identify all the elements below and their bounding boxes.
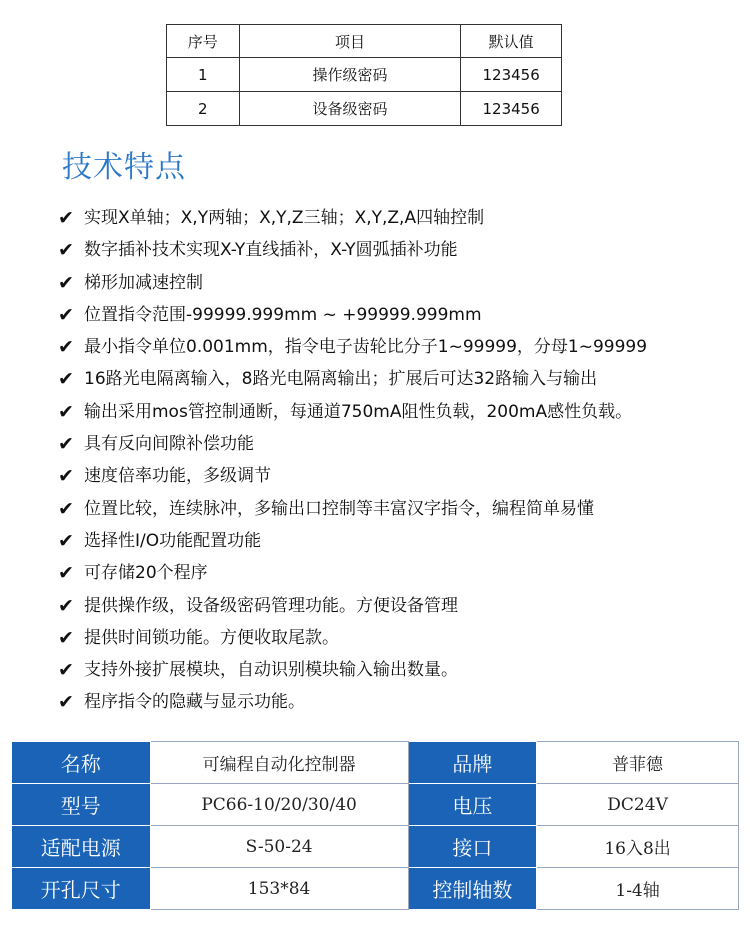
feature-item: [58, 654, 647, 686]
spec-table: [11, 741, 739, 910]
spec-row: [12, 742, 739, 784]
feature-item: [58, 428, 647, 460]
spec-value: DC24V: [537, 784, 739, 826]
feature-item: [58, 493, 647, 525]
check-icon: ✔: [58, 691, 74, 714]
check-icon: ✔: [58, 303, 74, 326]
feature-text: 16路光电隔离输入，8路光电隔离输出；扩展后可达32路输入与输出: [84, 369, 598, 390]
check-icon: ✔: [58, 368, 74, 391]
spec-value: PC66-10/20/30/40: [150, 784, 408, 826]
feature-text: 具有反向间隙补偿功能: [84, 434, 254, 455]
password-table-header: [167, 25, 562, 58]
feature-text: 提供时间锁功能。方便收取尾款。: [84, 627, 339, 648]
spec-value: 可编程自动化控制器: [150, 742, 408, 784]
table-row: [167, 58, 562, 92]
spec-row: [12, 826, 739, 868]
check-icon: ✔: [58, 400, 74, 423]
cell-index: 2: [167, 92, 240, 126]
features-title: 技术特点: [62, 150, 186, 185]
feature-text: 最小指令单位0.001mm，指令电子齿轮比分子1~99999，分母1~99999: [84, 337, 648, 358]
spec-label: 控制轴数: [408, 868, 537, 910]
spec-label: 品牌: [408, 742, 537, 784]
header-index: 序号: [167, 25, 240, 58]
spec-value: 16入8出: [537, 826, 739, 868]
feature-item: [58, 299, 647, 331]
feature-text: 选择性I/O功能配置功能: [84, 530, 262, 551]
spec-value: 1-4轴: [537, 868, 739, 910]
feature-text: 实现X单轴；X,Y两轴；X,Y,Z三轴；X,Y,Z,A四轴控制: [84, 208, 485, 228]
spec-value: S-50-24: [150, 826, 408, 868]
spec-label: 电压: [408, 784, 537, 826]
cell-item: 设备级密码: [239, 92, 461, 126]
feature-item: [58, 396, 647, 428]
header-item: 项目: [239, 25, 461, 58]
feature-item: [58, 363, 647, 395]
feature-text: 位置指令范围-99999.999mm ~ +99999.999mm: [84, 304, 482, 325]
spec-value: 普菲德: [537, 742, 739, 784]
check-icon: ✔: [58, 433, 74, 456]
feature-text: 输出采用mos管控制通断，每通道750mA阻性负载，200mA感性负载。: [84, 401, 633, 422]
feature-text: 支持外接扩展模块，自动识别模块输入输出数量。: [84, 660, 458, 681]
check-icon: ✔: [58, 465, 74, 488]
password-table: [166, 24, 562, 126]
header-default: 默认值: [461, 25, 562, 58]
table-row: [167, 92, 562, 126]
check-icon: ✔: [58, 594, 74, 617]
feature-text: 程序指令的隐藏与显示功能。: [84, 692, 305, 713]
cell-item: 操作级密码: [239, 58, 461, 92]
check-icon: ✔: [58, 562, 74, 585]
feature-item: [58, 331, 647, 363]
feature-item: [58, 202, 647, 234]
feature-text: 数字插补技术实现X-Y直线插补，X-Y圆弧插补功能: [84, 240, 458, 261]
feature-text: 梯形加减速控制: [84, 272, 203, 293]
feature-item: [58, 267, 647, 299]
check-icon: ✔: [58, 336, 74, 359]
feature-item: [58, 525, 647, 557]
feature-text: 位置比较，连续脉冲，多输出口控制等丰富汉字指令，编程简单易懂: [84, 498, 594, 519]
check-icon: ✔: [58, 271, 74, 294]
feature-item: [58, 590, 647, 622]
check-icon: ✔: [58, 626, 74, 649]
feature-text: 可存储20个程序: [84, 563, 208, 584]
spec-label: 适配电源: [12, 826, 151, 868]
check-icon: ✔: [58, 207, 74, 229]
spec-label: 开孔尺寸: [12, 868, 151, 910]
feature-item: [58, 622, 647, 654]
feature-item: [58, 686, 647, 718]
feature-item: [58, 460, 647, 492]
feature-text: 速度倍率功能，多级调节: [84, 466, 271, 487]
feature-item: [58, 557, 647, 589]
feature-item: [58, 234, 647, 266]
check-icon: ✔: [58, 529, 74, 552]
check-icon: ✔: [58, 239, 74, 262]
check-icon: ✔: [58, 659, 74, 682]
cell-default: 123456: [461, 92, 562, 126]
spec-value: 153*84: [150, 868, 408, 910]
cell-default: 123456: [461, 58, 562, 92]
feature-text: 提供操作级，设备级密码管理功能。方便设备管理: [84, 595, 458, 616]
spec-label: 型号: [12, 784, 151, 826]
cell-index: 1: [167, 58, 240, 92]
spec-label: 名称: [12, 742, 151, 784]
spec-row: [12, 784, 739, 826]
check-icon: ✔: [58, 497, 74, 520]
spec-label: 接口: [408, 826, 537, 868]
spec-row: [12, 868, 739, 910]
feature-list: [58, 202, 647, 719]
